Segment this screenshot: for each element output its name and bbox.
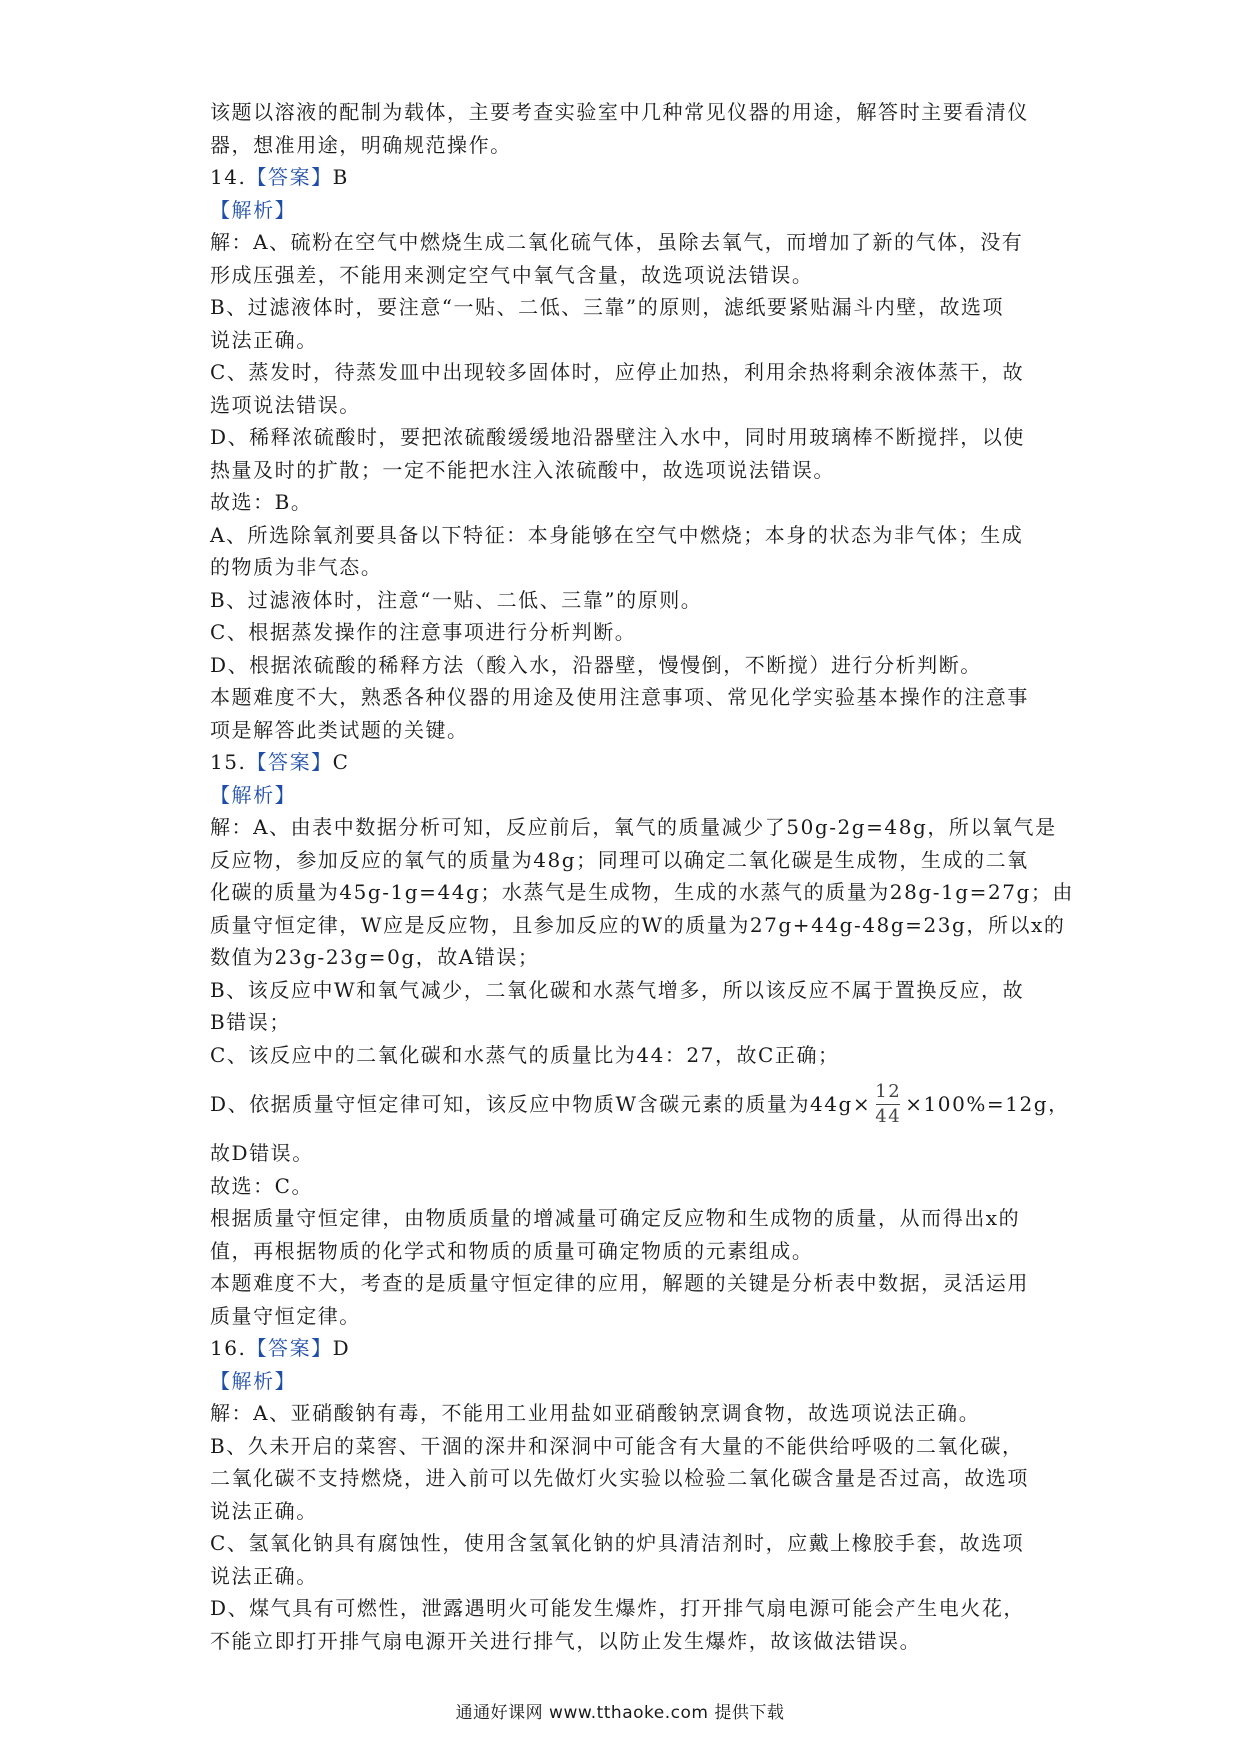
analysis-tag: 【解析】 bbox=[210, 1368, 297, 1393]
text-line: 选项说法错误。 bbox=[210, 392, 361, 417]
answer-value: C bbox=[332, 750, 350, 774]
text-line: C、该反应中的二氧化碳和水蒸气的质量比为44：27，故C正确； bbox=[210, 1042, 840, 1067]
text-line: C、氢氧化钠具有腐蚀性，使用含氢氧化钠的炉具清洁剂时，应戴上橡胶手套，故选项 bbox=[210, 1531, 1025, 1555]
text-line: A、所选除氧剂要具备以下特征：本身能够在空气中燃烧；本身的状态为非气体；生成 bbox=[210, 522, 1024, 547]
text-line: 解：A、由表中数据分析可知，反应前后，氧气的质量减少了50g-2g=48g，所以氧气是 bbox=[210, 815, 1057, 839]
text-line: 故选：C。 bbox=[210, 1173, 314, 1198]
fraction-denominator: 44 bbox=[875, 1105, 902, 1127]
answer-line-15 bbox=[210, 746, 1040, 779]
text-line: B、过滤液体时，要注意“一贴、二低、三靠”的原则，滤纸要紧贴漏斗内壁，故选项 bbox=[210, 295, 1005, 319]
formula-line bbox=[210, 1071, 1070, 1137]
fraction bbox=[875, 1082, 901, 1127]
text-line: 故选：B。 bbox=[210, 490, 313, 514]
text-line: 质量守恒定律，W应是反应物，且参加反应的W的质量为27g+44g-48g=23g，所以x的 bbox=[210, 912, 1066, 937]
text-line: 质量守恒定律。 bbox=[210, 1303, 361, 1328]
answer-tag: 【答案】 bbox=[246, 165, 333, 189]
text-line: 项是解答此类试题的关键。 bbox=[210, 717, 469, 742]
text-line: C、根据蒸发操作的注意事项进行分析判断。 bbox=[210, 620, 637, 644]
text-line: 值，再根据物质的化学式和物质的质量可确定物质的元素组成。 bbox=[210, 1238, 814, 1263]
text-line: 形成压强差，不能用来测定空气中氧气含量，故选项说法错误。 bbox=[210, 262, 814, 287]
analysis-tag: 【解析】 bbox=[210, 782, 297, 807]
text-line: 根据质量守恒定律，由物质质量的增减量可确定反应物和生成物的质量，从而得出x的 bbox=[210, 1206, 1021, 1230]
text-line: 该题以溶液的配制为载体，主要考查实验室中几种常见仪器的用途，解答时主要看清仪 bbox=[210, 100, 1029, 124]
text-line: 数值为23g-23g=0g，故A错误； bbox=[210, 945, 540, 969]
fraction-numerator: 12 bbox=[875, 1080, 902, 1102]
analysis-tag: 【解析】 bbox=[210, 197, 297, 222]
text-line: 本题难度不大，熟悉各种仪器的用途及使用注意事项、常见化学实验基本操作的注意事 bbox=[210, 685, 1029, 709]
question-number: 14. bbox=[210, 165, 247, 189]
text-line: 器，想准用途，明确规范操作。 bbox=[210, 132, 512, 157]
text-line: 说法正确。 bbox=[210, 1498, 318, 1523]
formula-text: ×100%=12g， bbox=[905, 1092, 1070, 1116]
text-line: 说法正确。 bbox=[210, 327, 318, 352]
formula-text: D、依据质量守恒定律可知，该反应中物质W含碳元素的质量为44g× bbox=[210, 1092, 872, 1116]
text-line: B、久未开启的菜窖、干涸的深井和深洞中可能含有大量的不能供给呼吸的二氧化碳， bbox=[210, 1433, 1024, 1458]
answer-line-14 bbox=[210, 161, 1040, 194]
answer-value: D bbox=[332, 1336, 351, 1360]
text-line: D、煤气具有可燃性，泄露遇明火可能发生爆炸，打开排气扇电源可能会产生电火花， bbox=[210, 1596, 1025, 1620]
text-line: 解：A、亚硝酸钠有毒，不能用工业用盐如亚硝酸钠烹调食物，故选项说法正确。 bbox=[210, 1401, 981, 1425]
answer-tag: 【答案】 bbox=[246, 750, 333, 774]
text-line: B错误； bbox=[210, 1010, 291, 1034]
document-body bbox=[210, 96, 1074, 1657]
question-number: 15. bbox=[210, 750, 247, 774]
fraction-bar bbox=[876, 1104, 900, 1105]
text-line: 本题难度不大，考查的是质量守恒定律的应用，解题的关键是分析表中数据，灵活运用 bbox=[210, 1271, 1029, 1295]
text-line: 解：A、硫粉在空气中燃烧生成二氧化硫气体，虽除去氧气，而增加了新的气体，没有 bbox=[210, 230, 1024, 254]
text-line: 说法正确。 bbox=[210, 1563, 318, 1588]
answer-tag: 【答案】 bbox=[246, 1336, 333, 1360]
text-line: D、稀释浓硫酸时，要把浓硫酸缓缓地沿器壁注入水中，同时用玻璃棒不断搅拌，以使 bbox=[210, 425, 1025, 449]
text-line: 的物质为非气态。 bbox=[210, 555, 383, 579]
question-number: 16. bbox=[210, 1336, 247, 1360]
text-line: C、蒸发时，待蒸发皿中出现较多固体时，应停止加热，利用余热将剩余液体蒸干，故 bbox=[210, 360, 1025, 384]
answer-value: B bbox=[332, 165, 349, 189]
text-line: 反应物，参加反应的氧气的质量为48g；同理可以确定二氧化碳是生成物，生成的二氧 bbox=[210, 847, 1029, 872]
page-footer: 通通好课网 www.tthaoke.com 提供下载 bbox=[455, 1703, 785, 1723]
text-line: 热量及时的扩散；一定不能把水注入浓硫酸中，故选项说法错误。 bbox=[210, 457, 835, 482]
text-line: D、根据浓硫酸的稀释方法（酸入水，沿器壁，慢慢倒，不断搅）进行分析判断。 bbox=[210, 652, 982, 677]
text-line: 二氧化碳不支持燃烧，进入前可以先做灯火实验以检验二氧化碳含量是否过高，故选项 bbox=[210, 1466, 1029, 1490]
text-line: B、过滤液体时，注意“一贴、二低、三靠”的原则。 bbox=[210, 587, 703, 612]
text-line: 化碳的质量为45g-1g=44g；水蒸气是生成物，生成的水蒸气的质量为28g-1g=27g；由 bbox=[210, 880, 1074, 904]
text-line: 不能立即打开排气扇电源开关进行排气，以防止发生爆炸，故该做法错误。 bbox=[210, 1628, 922, 1653]
text-line: B、该反应中W和氧气减少，二氧化碳和水蒸气增多，所以该反应不属于置换反应，故 bbox=[210, 977, 1025, 1002]
text-line: 故D错误。 bbox=[210, 1141, 314, 1165]
answer-line-16 bbox=[210, 1332, 1040, 1365]
